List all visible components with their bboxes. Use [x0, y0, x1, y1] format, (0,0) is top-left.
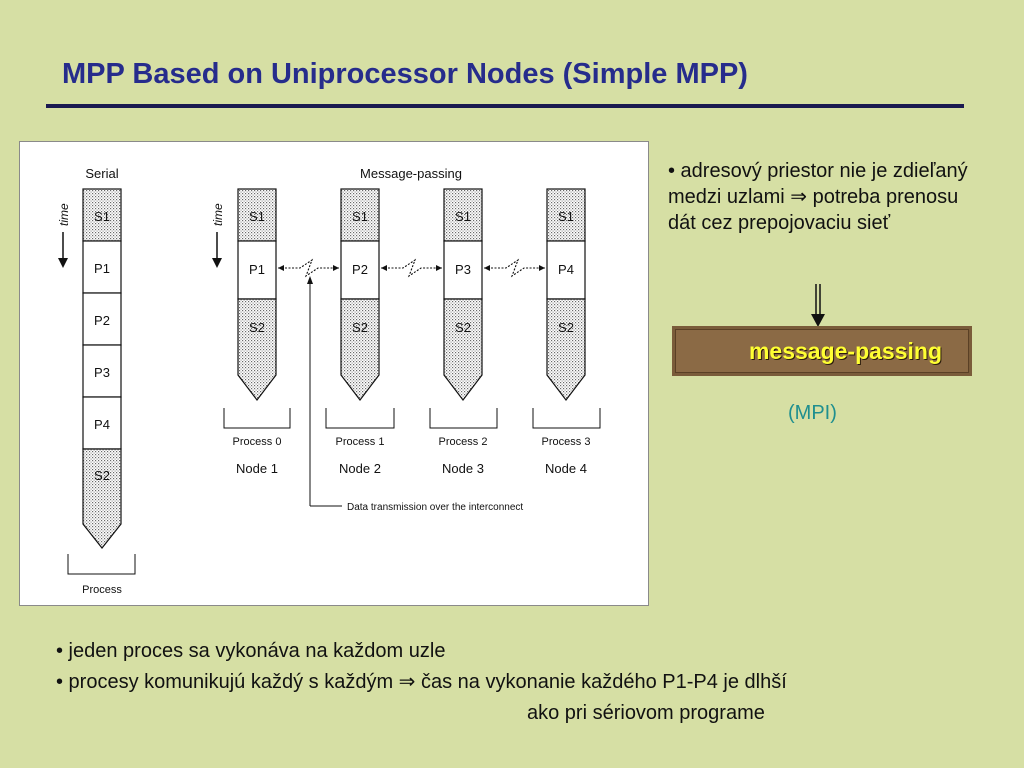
serial-cell: P2	[94, 313, 110, 328]
node-cell: P3	[455, 262, 471, 277]
serial-label: Serial	[85, 166, 119, 181]
mp-time-arrow	[211, 203, 225, 268]
bottom-notes	[56, 636, 1016, 729]
note-line-2: • procesy komunikujú každý s každým ⇒ čas na vykonanie každého P1-P4 je dlhší	[56, 671, 787, 693]
serial-cell: S1	[94, 209, 110, 224]
node-3-bar	[444, 189, 482, 400]
node-label: Node 2	[339, 461, 381, 476]
mpp-diagram	[20, 142, 650, 607]
node-cell: S2	[455, 320, 471, 335]
serial-cell: S2	[94, 468, 110, 483]
serial-process-label: Process	[82, 584, 122, 596]
node-1-bar	[238, 189, 276, 400]
node-4-bar	[547, 189, 585, 400]
serial-cell: P3	[94, 365, 110, 380]
mpi-label: (MPI)	[788, 402, 837, 424]
figure-panel	[19, 141, 649, 606]
note-line-1: • jeden proces sa vykonáva na každom uzle	[56, 640, 446, 662]
node-cell: P2	[352, 262, 368, 277]
serial-process-bar	[83, 189, 121, 548]
interconnect-pointer	[307, 276, 342, 506]
node-cell: S1	[249, 209, 265, 224]
process-label: Process 2	[438, 436, 488, 448]
node-label: Node 3	[442, 461, 484, 476]
process-label: Process 3	[541, 436, 591, 448]
message-passing-label: Message-passing	[360, 166, 462, 181]
node-cell: S2	[352, 320, 368, 335]
node-cell: S2	[558, 320, 574, 335]
process-label: Process 1	[335, 436, 385, 448]
message-passing-box-inner	[675, 329, 969, 373]
down-arrow-icon	[808, 284, 828, 328]
process-brackets	[224, 408, 600, 428]
node-cell: S2	[249, 320, 265, 335]
node-label: Node 4	[545, 461, 587, 476]
node-label: Node 1	[236, 461, 278, 476]
title-divider	[46, 104, 964, 108]
serial-time-arrow	[57, 203, 71, 268]
node-cell: P1	[249, 262, 265, 277]
node-cell: S1	[352, 209, 368, 224]
node-cell: P4	[558, 262, 574, 277]
note-line-3: ako pri sériovom programe	[527, 702, 765, 724]
message-passing-box-label: message-passing	[748, 337, 942, 364]
serial-cell: P1	[94, 261, 110, 276]
process-label: Process 0	[232, 436, 282, 448]
message-passing-box	[672, 326, 972, 376]
interconnect-links	[278, 260, 545, 276]
mp-time-label: time	[211, 203, 225, 226]
address-space-note: • adresový priestor nie je zdieľaný medzi uzlami ⇒ potreba prenosu dát cez prepojovaciu sieť	[668, 160, 968, 234]
serial-process-bracket	[68, 554, 135, 574]
serial-time-label: time	[57, 203, 71, 226]
node-cell: S1	[455, 209, 471, 224]
serial-cell: P4	[94, 417, 110, 432]
node-cell: S1	[558, 209, 574, 224]
interconnect-label: Data transmission over the interconnect	[347, 502, 524, 513]
node-2-bar	[341, 189, 379, 400]
page-title: MPP Based on Uniprocessor Nodes (Simple MPP)	[62, 58, 748, 90]
